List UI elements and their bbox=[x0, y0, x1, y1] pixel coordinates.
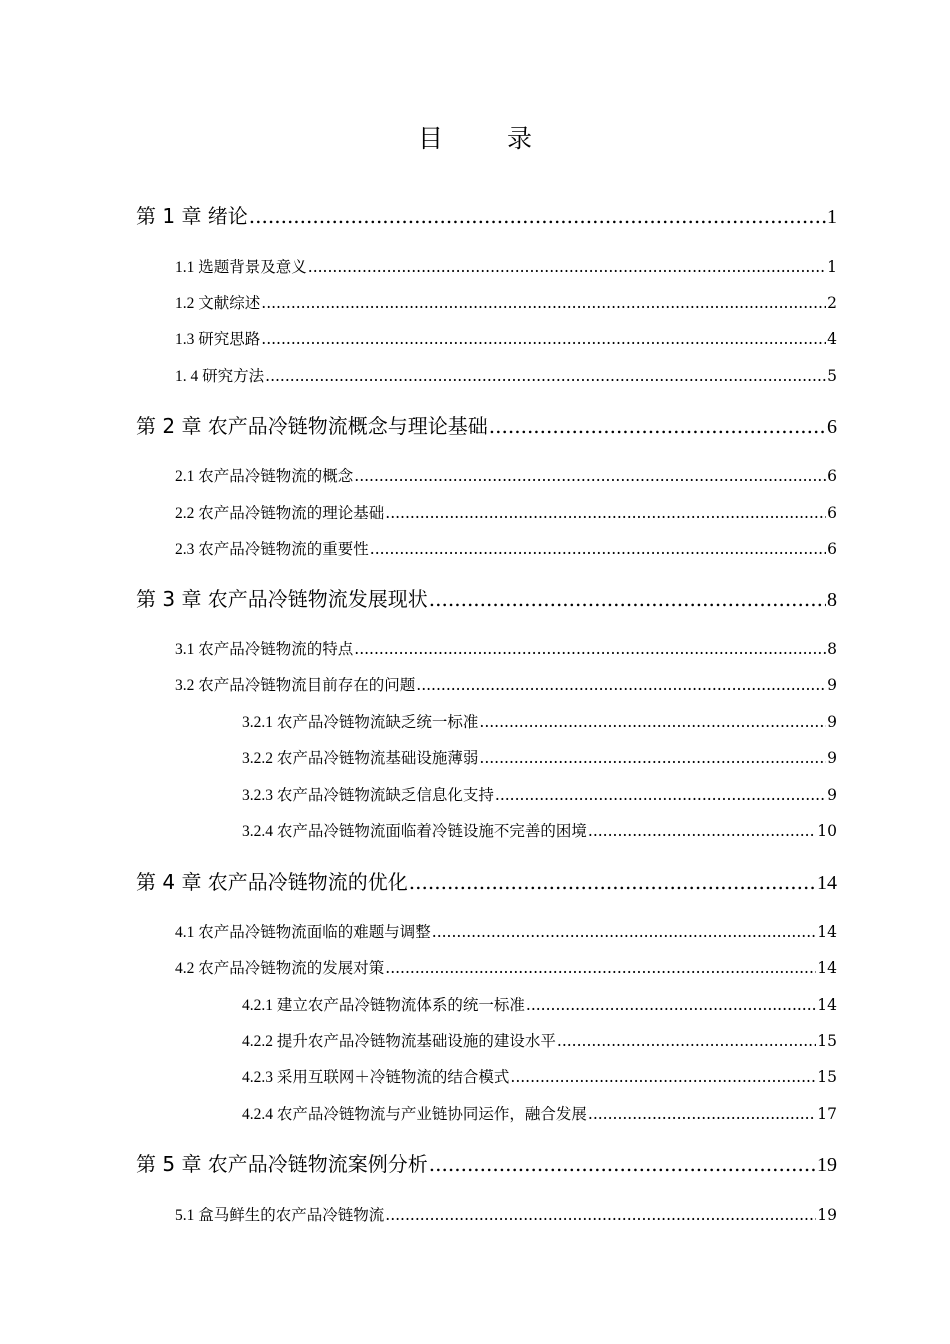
dot-leader bbox=[385, 1203, 816, 1227]
toc-page-number: 15 bbox=[817, 1068, 837, 1086]
toc-page-number: 9 bbox=[827, 749, 837, 767]
toc-entry-3-2-4[interactable] bbox=[242, 819, 837, 843]
toc-entry-label: 第 1 章 绪论 bbox=[136, 204, 248, 228]
toc-page-number: 8 bbox=[827, 640, 837, 658]
toc-entry-1-2[interactable] bbox=[175, 291, 837, 315]
toc-entry-label: 第 4 章 农产品冷链物流的优化 bbox=[136, 870, 408, 894]
dot-leader bbox=[479, 746, 826, 770]
dot-leader bbox=[489, 411, 826, 441]
dot-leader bbox=[370, 537, 826, 561]
toc-entry-3-1[interactable] bbox=[175, 637, 837, 661]
toc-entry-chapter-2[interactable] bbox=[136, 411, 837, 441]
toc-entry-label: 4.2.4 农产品冷链物流与产业链协同运作，融合发展 bbox=[242, 1106, 587, 1123]
toc-page-number: 6 bbox=[827, 540, 837, 558]
toc-entry-label: 4.2.1 建立农产品冷链物流体系的统一标准 bbox=[242, 997, 525, 1014]
toc-entry-1-3[interactable] bbox=[175, 327, 837, 351]
dot-leader bbox=[432, 920, 817, 944]
toc-page-number: 19 bbox=[817, 1206, 837, 1224]
toc-entry-label: 1.2 文献综述 bbox=[175, 295, 261, 312]
toc-entry-label: 3.1 农产品冷链物流的特点 bbox=[175, 641, 354, 658]
toc-entry-1-4[interactable] bbox=[175, 364, 837, 388]
toc-entry-4-2[interactable] bbox=[175, 956, 837, 980]
dot-leader bbox=[495, 783, 826, 807]
toc-page-number: 19 bbox=[817, 1154, 837, 1176]
dot-leader bbox=[385, 501, 826, 525]
toc-entry-chapter-3[interactable] bbox=[136, 584, 837, 614]
dot-leader bbox=[479, 710, 826, 734]
dot-leader bbox=[261, 327, 826, 351]
dot-leader bbox=[261, 291, 826, 315]
toc-entry-3-2[interactable] bbox=[175, 673, 837, 697]
toc-title: 目 录 bbox=[418, 124, 560, 153]
toc-page-number: 1 bbox=[827, 258, 837, 276]
toc-entry-label: 2.2 农产品冷链物流的理论基础 bbox=[175, 505, 385, 522]
dot-leader bbox=[354, 464, 826, 488]
toc-entry-label: 3.2.2 农产品冷链物流基础设施薄弱 bbox=[242, 750, 479, 767]
dot-leader bbox=[557, 1029, 816, 1053]
dot-leader bbox=[249, 201, 826, 231]
toc-page-number: 8 bbox=[827, 589, 837, 611]
toc-entry-label: 5.1 盒马鲜生的农产品冷链物流 bbox=[175, 1207, 385, 1224]
toc-page-number: 14 bbox=[817, 923, 837, 941]
toc-entry-label: 1.1 选题背景及意义 bbox=[175, 259, 307, 276]
toc-entry-3-2-1[interactable] bbox=[242, 710, 837, 734]
toc-entry-label: 2.3 农产品冷链物流的重要性 bbox=[175, 541, 369, 558]
toc-page-number: 5 bbox=[827, 367, 837, 385]
toc-entry-label: 4.1 农产品冷链物流面临的难题与调整 bbox=[175, 924, 431, 941]
toc-entry-label: 第 2 章 农产品冷链物流概念与理论基础 bbox=[136, 414, 488, 438]
dot-leader bbox=[308, 255, 826, 279]
toc-page-number: 6 bbox=[827, 504, 837, 522]
dot-leader bbox=[588, 819, 816, 843]
toc-entry-chapter-4[interactable] bbox=[136, 867, 837, 897]
toc-page-number: 14 bbox=[817, 872, 837, 894]
toc-entry-2-3[interactable] bbox=[175, 537, 837, 561]
toc-entry-label: 3.2.1 农产品冷链物流缺乏统一标准 bbox=[242, 714, 479, 731]
dot-leader bbox=[354, 637, 826, 661]
dot-leader bbox=[510, 1065, 816, 1089]
toc-entry-5-1[interactable] bbox=[175, 1203, 837, 1227]
toc-page-number: 15 bbox=[817, 1032, 837, 1050]
toc-page-number: 10 bbox=[817, 822, 837, 840]
toc-entry-2-1[interactable] bbox=[175, 464, 837, 488]
toc-page-number: 17 bbox=[817, 1105, 837, 1123]
toc-page-number: 6 bbox=[827, 467, 837, 485]
toc-entry-label: 4.2.2 提升农产品冷链物流基础设施的建设水平 bbox=[242, 1033, 556, 1050]
dot-leader bbox=[409, 867, 816, 897]
toc-page-number: 9 bbox=[827, 786, 837, 804]
toc-page-number: 14 bbox=[817, 959, 837, 977]
toc-entry-1-1[interactable] bbox=[175, 255, 837, 279]
toc-entry-label: 第 3 章 农产品冷链物流发展现状 bbox=[136, 587, 428, 611]
toc-entry-3-2-3[interactable] bbox=[242, 783, 837, 807]
toc-page-number: 1 bbox=[827, 206, 837, 228]
toc-entry-label: 2.1 农产品冷链物流的概念 bbox=[175, 468, 354, 485]
toc-entry-chapter-5[interactable] bbox=[136, 1149, 837, 1179]
toc-entry-label: 3.2.4 农产品冷链物流面临着冷链设施不完善的困境 bbox=[242, 823, 587, 840]
dot-leader bbox=[429, 584, 826, 614]
toc-entry-4-2-4[interactable] bbox=[242, 1102, 837, 1126]
toc-page-number: 6 bbox=[827, 416, 837, 438]
dot-leader bbox=[526, 993, 816, 1017]
toc-entry-4-1[interactable] bbox=[175, 920, 837, 944]
toc-entry-label: 1. 4 研究方法 bbox=[175, 368, 265, 385]
dot-leader bbox=[385, 956, 816, 980]
toc-page-number: 9 bbox=[827, 713, 837, 731]
toc-page-number: 9 bbox=[827, 676, 837, 694]
toc-entry-4-2-3[interactable] bbox=[242, 1065, 837, 1089]
dot-leader bbox=[588, 1102, 816, 1126]
dot-leader bbox=[429, 1149, 816, 1179]
toc-page-number: 14 bbox=[817, 996, 837, 1014]
toc-page-number: 2 bbox=[827, 294, 837, 312]
toc-entry-3-2-2[interactable] bbox=[242, 746, 837, 770]
toc-entry-label: 1.3 研究思路 bbox=[175, 331, 261, 348]
toc-entry-4-2-2[interactable] bbox=[242, 1029, 837, 1053]
toc-entry-4-2-1[interactable] bbox=[242, 993, 837, 1017]
toc-entry-label: 4.2 农产品冷链物流的发展对策 bbox=[175, 960, 385, 977]
toc-entry-label: 3.2.3 农产品冷链物流缺乏信息化支持 bbox=[242, 787, 494, 804]
toc-page-number: 4 bbox=[827, 330, 837, 348]
toc-entry-label: 3.2 农产品冷链物流目前存在的问题 bbox=[175, 677, 416, 694]
toc-entry-label: 4.2.3 采用互联网＋冷链物流的结合模式 bbox=[242, 1069, 510, 1086]
dot-leader bbox=[416, 673, 826, 697]
toc-entry-chapter-1[interactable] bbox=[136, 201, 837, 231]
toc-entry-2-2[interactable] bbox=[175, 501, 837, 525]
dot-leader bbox=[265, 364, 826, 388]
toc-entry-label: 第 5 章 农产品冷链物流案例分析 bbox=[136, 1152, 428, 1176]
